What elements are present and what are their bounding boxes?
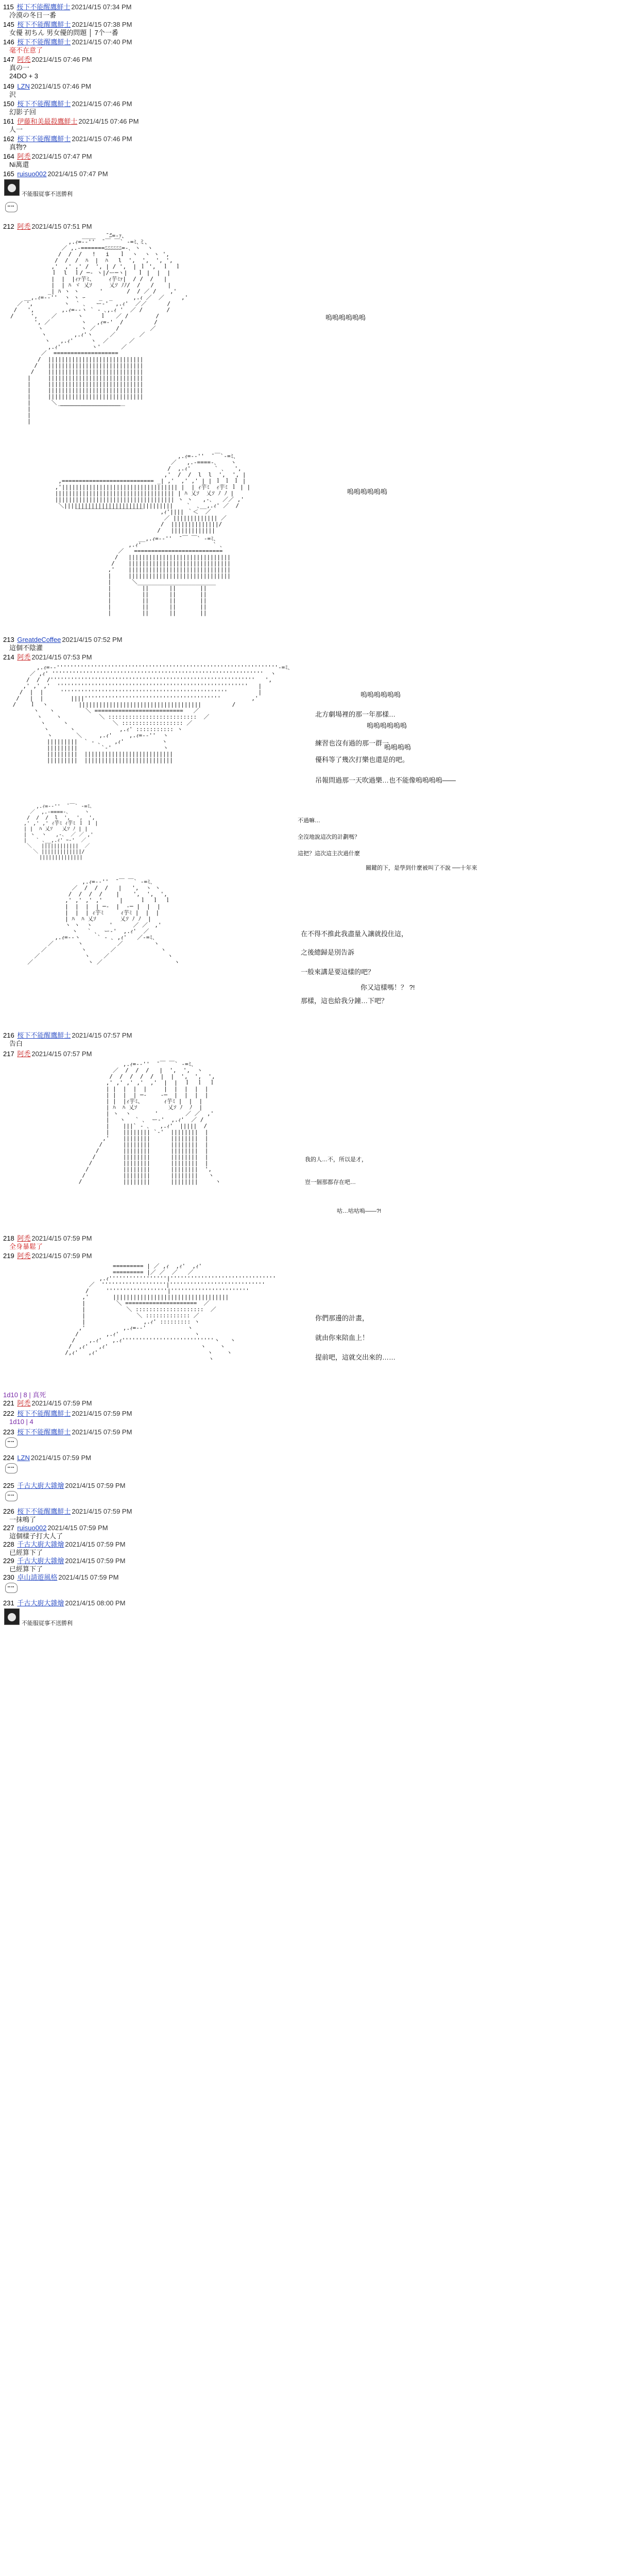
- post-218: 218 阿禿 2021/4/15 07:59 PM 全身暴鬆了: [3, 1234, 92, 1250]
- post-150: 150 桜下不能醒鷹鮮士 2021/4/15 07:46 PM 幻影子回: [3, 100, 132, 116]
- poster-name[interactable]: 阿禿: [17, 1399, 31, 1407]
- post-body: 女優 初ちん 男女優的問題 │ 7个一番: [9, 29, 118, 37]
- dice-roll: 1d10 | 8 | 真死: [3, 1391, 46, 1399]
- ascii-art-scene-7: ,.ｨ=-‐'' ̄ ￣ ￣` ‐=ﾐ､ ／ / / / | ', ', ヽ / / / / / | | ', ', ', ,' ,' ,' ,' ,' | | ｌ ｌ ｌ | | | | | | | | | | | | | | ─‐ ‐─ | | | | | | |ｨ芋ﾐ、 ｨ芋ﾐ | | | | ﾊ ﾊ 乂ｿ 乂ｿ ﾉ ﾉ | | ヽ ヽ ' ／ ／ ,' | ヽ ` ､ ー‐' ,.ｨ' ／ / | |||` ‐ ､ ,.ｨ' ||||| / | |||||||| `‐' |||||||| | ,' |||||||| |||||||| | / |||||||| |||||||| | / |||||||| |||||||| | / |||||||| |||||||| | / |||||||| |||||||| | / |||||||| |||||||| ', / |||||||| |||||||| ヽ / |||||||| |||||||| ヽ: [78, 1061, 221, 1185]
- post-224: 224 LZN 2021/4/15 07:59 PM: [3, 1454, 91, 1462]
- dialogue-line: 豈一個那都存在吧…: [305, 1179, 356, 1185]
- poster-name[interactable]: 伊藤和美最殺鷹鮮士: [17, 117, 78, 125]
- ascii-art-scene-6: ,.ｨ=-‐'' ̄ ￣ ￣` ‐=ﾐ､ ／ / / / | ', ヽ ヽ / / / / | ', ', ', ,' ,' ,' ,' | ｌ ｌ ｌ | | | | ─‐ | ‐─ | | | | | | ｨ芋ﾐ ｨ芋ﾐ | | | | ﾊ ﾊ 乂ｿ 乂ｿ ﾉ ﾉ | ヽ ヽ ヽ ' ／ ／ ,' ヽ ` ､ ー‐' ,.ｨ' ／ ,.ｨ=-‐ヽ ` ‐ ､ ,ｨ' ／‐=ﾐ､ ／ ヽ ／ ヽ ／ ヽ ／ ヽ ／ ヽ ／ ヽ ／ ヽ ／ ヽ: [27, 878, 180, 965]
- dialogue-line: 嗚嗚嗚嗚嗚嗚: [360, 691, 401, 699]
- dialogue-line: 吊報問過那一天吹過樂…也不能像嗚嗚嗚嗚——: [315, 776, 456, 784]
- poster-name[interactable]: 千古大廚大雜燴: [17, 1599, 64, 1607]
- poster-name[interactable]: GreatdeCoffee: [17, 636, 61, 643]
- dialogue-line: 北方劇場裡的那一年那樣…: [315, 710, 396, 718]
- poster-name[interactable]: 千古大廚大雜燴: [17, 1482, 64, 1489]
- post-body: 冷漠の冬日一番: [9, 11, 57, 19]
- post-228: 228 千古大廚大雜燴 2021/4/15 07:59 PM 已經算下了: [3, 1540, 126, 1556]
- post-body: 已經算下了: [9, 1549, 43, 1556]
- post-162: 162 桜下不能醒鷹鮮士 2021/4/15 07:46 PM 真物?: [3, 135, 132, 151]
- ascii-art-scene-3: __,.ｨ=-‐'' ̄ ￣ ￣` ‐=ﾐ､ ,.ｨ' ` ､ ／ ========================== / |||||||||||||||||||||||||||||| / |||||||||||||||||||||||||||||| ,' |||||||||||||||||||||||||||||| | |||||||||||||||||||||||||||||| | ＼_______________________ | || || || | || || || | || || || | || || || | || || ||: [108, 535, 231, 616]
- dialogue-line: 優科等了幾次打樂也還是的吧。: [315, 756, 409, 764]
- poster-name[interactable]: LZN: [17, 82, 30, 90]
- post-214: 214 阿禿 2021/4/15 07:53 PM: [3, 653, 92, 661]
- poster-name[interactable]: 阿禿: [17, 1050, 31, 1058]
- ascii-art-scene-2: ,.ｨ=-‐'' ̄ ￣`‐=ﾐ､ ／ ,.-====-､ ヽ / ,.ｨ' ` ､ ', ,' / / l l ', ', | ,=========================== _| ,' ,' ,' | | ｌ ｌ ｌ | ,'|||||||||||||||||||||||||||||||||| | | ｨ芋ﾐ ｨ芋ﾐ ｌ | | ||||||||||||||||||||||||||||||||||| | ﾊ 乂ｿ 乂ｿ ﾉ ﾉ | ||||||||||||||||||||||||||||||||||| ヽ ヽ ,-､ ／／ ,' ＼|||||||||||||||||||||||||||||||| ` ､__,.ｨ' ／ / ￣￣￣￣￣￣￣￣￣￣￣￣ ,ｨ'|||| ｀＜ ／ ／ ||||||||||||| ／ / ||||||||||||||/ / |||||||||||||: [55, 453, 251, 534]
- poster-name[interactable]: 桜下不能醒鷹鮮士: [17, 21, 71, 28]
- post-body: 沢: [9, 91, 16, 98]
- poster-name[interactable]: 桜下不能醒鷹鮮士: [17, 1428, 71, 1436]
- poster-name[interactable]: 桜下不能醒鷹鮮士: [17, 1507, 71, 1515]
- post-213: 213 GreatdeCoffee 2021/4/15 07:52 PM 這個不陰灌: [3, 636, 123, 652]
- dialogue-line: 我的人…不，所以是才，: [305, 1157, 367, 1163]
- post-164: 164 阿禿 2021/4/15 07:47 PM Ni萬還: [3, 152, 92, 168]
- post-body: 毫不在意了: [9, 46, 43, 54]
- dialogue-line: 練習也沒有過的那一群一: [315, 739, 389, 747]
- post-body: 這個樣子打大人了: [9, 1532, 63, 1540]
- post-body: 這個不陰灌: [9, 644, 43, 652]
- post-body: 已經算下了: [9, 1565, 43, 1573]
- post-219: 219 阿禿 2021/4/15 07:59 PM: [3, 1252, 92, 1260]
- post-217: 217 阿禿 2021/4/15 07:57 PM: [3, 1050, 92, 1058]
- poster-name[interactable]: 桜下不能醒鷹鮮士: [17, 100, 71, 108]
- post-226: 226 桜下不能醒鷹鮮士 2021/4/15 07:59 PM 一抹鳴了: [3, 1507, 132, 1523]
- post-body: 真物?: [9, 143, 27, 151]
- dialogue-line: 不過嘛…: [298, 818, 320, 824]
- emoticon-face-icon: [5, 1463, 18, 1473]
- post-229: 229 千古大廚大雜燴 2021/4/15 07:59 PM 已經算下了: [3, 1557, 126, 1573]
- dialogue-line: 之後總歸是別告訴: [301, 948, 355, 956]
- poster-name[interactable]: 桜下不能醒鷹鮮士: [16, 3, 71, 11]
- dialogue-line: 你又這樣嗎！？ ?!: [360, 984, 415, 991]
- post-221: 1d10 | 8 | 真死 221 阿禿 2021/4/15 07:59 PM: [3, 1391, 92, 1407]
- poster-name[interactable]: 阿禿: [17, 152, 31, 160]
- poster-name[interactable]: ruisuo002: [17, 1524, 47, 1532]
- ascii-art-scene-8: ========= | ／ ,ｨ ,ｨ' ,ｨ' ========= |／ ／ ／ ／ ,.ｨ'''''''''''''''''|''''''''''''''''''''''''''''''' ／ '''''''''''''''''''|'''''''''''''''''''''''''''' / ''''''''''''''''''|''''''''''''''''''''''' ,' |||||||||||||||||||||||||||||||||| | ＼ ===================== ／ | ＼ :::::::::::::::::::: ／ | ＼ ::::::::::::: ／ | ,.ｨ' ::::::::: ヽ ,' ,.ｨ=-‐' ヽ / ,.ｨ' ヽ / ,.ｨ' ,.ｨ'''''''''''''''''''''''''''ヽ ヽ / ,ｨ' ,ｨ' ヽ ヽ /,ｨ' ,ｨ' ヽ ヽ ヽ: [65, 1263, 276, 1362]
- post-body: 幻影子回: [9, 108, 37, 116]
- dialogue-line: 在不得不推此我盡量入讓就投住這，: [301, 930, 408, 938]
- post-212: 212 阿禿 2021/4/15 07:51 PM: [3, 223, 92, 230]
- dialogue-line: 全沒地說這次的計劃嗎？: [298, 834, 360, 840]
- post-146: 146 桜下不能醒鷹鮮士 2021/4/15 07:40 PM 毫不在意了: [3, 38, 132, 54]
- post-115: 115 桜下不能醒鷹鮮士 2021/4/15 07:34 PM 冷漠の冬日一番: [3, 3, 132, 19]
- poster-name[interactable]: 桜下不能醒鷹鮮士: [17, 135, 71, 143]
- emoticon-face-icon: [5, 1437, 18, 1448]
- poster-name[interactable]: 阿禿: [17, 653, 31, 661]
- dialogue-line: 這把？這次這主次過什麼: [298, 851, 360, 857]
- dialogue-line: 嗚嗚嗚嗚: [384, 743, 411, 751]
- poster-name[interactable]: 阿禿: [17, 223, 31, 230]
- poster-name[interactable]: 千古大廚大雜燴: [17, 1557, 64, 1565]
- post-body: 人一: [9, 126, 23, 133]
- dialogue-line: 嗚嗚嗚嗚嗚嗚: [325, 314, 366, 321]
- dialogue-line: 嗚嗚嗚嗚嗚嗚: [367, 722, 407, 730]
- post-149: 149 LZN 2021/4/15 07:46 PM 沢: [3, 82, 91, 98]
- thumbnail-caption: 不能服従事不送勝利: [22, 1620, 73, 1626]
- poster-name[interactable]: 阿禿: [17, 1252, 31, 1260]
- dialogue-line: 嗚嗚嗚嗚嗚嗚: [347, 488, 388, 496]
- poster-name[interactable]: ruisuo002: [17, 170, 47, 178]
- emoticon-face-icon: [5, 202, 18, 212]
- emoticon-face-icon: [5, 1491, 18, 1501]
- post-body: 一抹鳴了: [9, 1516, 37, 1523]
- post-222: 222 桜下不能醒鷹鮮士 2021/4/15 07:59 PM 1d10 | 4: [3, 1410, 132, 1426]
- poster-name[interactable]: 千古大廚大雜燴: [17, 1540, 64, 1548]
- poster-name[interactable]: 桜下不能醒鷹鮮士: [17, 1410, 71, 1417]
- poster-name[interactable]: 阿禿: [17, 1234, 31, 1242]
- post-image-thumbnail[interactable]: [4, 179, 20, 196]
- post-161: 161 伊藤和美最殺鷹鮮士 2021/4/15 07:46 PM 人一: [3, 117, 139, 133]
- post-230: 230 卓山請遊風格 2021/4/15 07:59 PM: [3, 1573, 119, 1581]
- post-225: 225 千古大廚大雜燴 2021/4/15 07:59 PM: [3, 1482, 126, 1489]
- dialogue-line: 提前吧，這就交出來的……: [315, 1353, 396, 1361]
- dialogue-line: 關鍵的下，是學到什麼被叫了不說 ──十年來: [366, 865, 477, 871]
- poster-name[interactable]: LZN: [17, 1454, 30, 1462]
- post-body: 24DO + 3: [9, 72, 39, 80]
- post-body: Ni萬還: [9, 161, 29, 168]
- poster-name[interactable]: 阿禿: [17, 56, 31, 63]
- post-223: 223 桜下不能醒鷹鮮士 2021/4/15 07:59 PM: [3, 1428, 132, 1436]
- post-231: 231 千古大廚大雜燴 2021/4/15 08:00 PM: [3, 1599, 126, 1607]
- ascii-art-scene-1: ____ ̄ ̄ﾆ=-ｧ、 ,.ｨ=-‐'' ̄ ￣ ￣` ‐=ﾐ､ミ、 ／ ,.-=======ﾆﾆﾆﾆﾆﾆ=-､ ヽ ヽ / / / ! i ｌ ヽ ヽ ヽ ', / / / ﾊ | ﾊ l ', ', ', ', ,' ,' ,' / ', | / ', | ｌ ', ｌ ｌ ｌ l ｌ/ ─‐ ヽ|/ー─ヽ| ｌ | | | | | |ｨｧ芋ﾐ、 ｨ芋ﾐｧ| / / / | | | ﾊ ヾ 乂ｿ 乂ｿ ﾉﾉ/ / / | _| ﾊ ヽ ヽ ' / / ／ / ,' __,.ｨ=-‐'' ヽ ヽ ｰ _ _ ,.ｨ ／ ／ ,' ／ ', ヽ ` ､ ー‐' ,.ｨ' ／／ / / ', ,.ｨ=-‐ヽ ` ‐ ､,.ｨ ' ／ / / / ', ／ ヽ ｌ ／ / / ', ／ ヽ ,ｨ=-' / / ヽ ヽ ／ / ／ ヽ ,.ｨ'ヽ ／ ／ ヽ ,.ｨ' ヽ ／ ／ ,.ｨ' ヽ' ／ ／ =================== / |||||||||||||||||||||||||||| / |||||||||||||||||||||||||||| / |||||||||||||||||||||||||||| | |||||||||||||||||||||||||||| | |||||||||||||||||||||||||||| | |||||||||||||||||||||||||||| | |||||||||||||||||||||||||||| | ＼ ___________________ | ￣￣￣￣￣￣￣￣￣￣￣ | |: [10, 232, 188, 425]
- emoticon-face-icon: [5, 1583, 18, 1593]
- poster-name[interactable]: 卓山請遊風格: [17, 1573, 58, 1581]
- dialogue-line: 就由你來陪血上！: [315, 1334, 369, 1342]
- post-216: 216 桜下不能醒鷹鮮士 2021/4/15 07:57 PM 告白: [3, 1031, 132, 1047]
- poster-name[interactable]: 桜下不能醒鷹鮮士: [17, 1031, 71, 1039]
- thumbnail-caption: 不能服従事不送勝利: [22, 191, 73, 197]
- post-145: 145 桜下不能醒鷹鮮士 2021/4/15 07:38 PM 女優 初ちん 男女優的問題 │ 7个一番: [3, 21, 132, 37]
- post-body: 真の一: [9, 64, 30, 72]
- dialogue-line: 一般來講是要這樣的吧？: [301, 968, 375, 976]
- ascii-art-scene-5: ,.ｨ=-‐'' ̄ ￣` ‐=ﾐ､ ／ ,.-====-､ ヽ / / / l ', ', ', ,' ,' ,' ｨ芋ﾐ ｨ芋ﾐ ｌ ｌ | | | ﾊ 乂ｿ 乂ｿ ﾉ | | | ヽ ヽ ,-､ ／ ／ ,' | ` ､__,.ｨ' ｰ‐' ／ ＼ |||||||||||| ／ ＼ |||||||||||||/ ||||||||||||||: [24, 804, 98, 860]
- dialogue-line: 那樣，這也給我分鐘…下吧？: [301, 997, 388, 1005]
- post-147: 147 阿禿 2021/4/15 07:46 PM 真の一 24DO + 3: [3, 56, 92, 80]
- post-body: 告白: [9, 1040, 23, 1047]
- post-227: 227 ruisuo002 2021/4/15 07:59 PM 這個樣子打大人了: [3, 1524, 108, 1540]
- post-body: 全身暴鬆了: [9, 1243, 43, 1250]
- dice-roll: 1d10 | 4: [9, 1418, 33, 1426]
- post-image-thumbnail[interactable]: [4, 1608, 20, 1625]
- poster-name[interactable]: 桜下不能醒鷹鮮士: [17, 38, 71, 46]
- dialogue-line: 你們那邊的計畫，: [315, 1314, 369, 1322]
- post-165: 165 ruisuo002 2021/4/15 07:47 PM: [3, 170, 108, 178]
- ascii-art-scene-4: ,.ｨ=-‐'''''''''''''''''''''''''''''''''''''''''''''''''''''''''''''''''‐=ﾐ､ ／ ,ｨ' '''''''''''''''''''''''''''''''''''''''''''''''''''''''''''''' ヽ / / /'''''''''''''''''''''''''''''''''''''''''''''''''''''''''''' ', ,' ,' ,' '''''''''''''''''''''''''''''''''''''''''''''''''''''''' | / | | ''''''''''''''''''''''''''''''''''''''''''''''''' | / | | ||||'''''''''''''''''''''''''''''''''''''''' ,' / ｌ ヽ |||||||||||||||||||||||||||||||||||| / ヽ ヽ ＼ ========================== ／ ヽ ヽ ＼ :::::::::::::::::::::::::: ／ ヽ ヽ ＼ :::::::::::::::::: ／ ヽ ヽ ,.ｨ' ::::::::::: ヽ ヽ ＼ ,.ｨ' ,.ｨ=-‐'' ヽ ||||||||| ` ‐ ､ ,ｨ' ヽ ||||||||| `‐' ヽ ||||||||| |||||||||||||||||||||||||| ||||||||| ||||||||||||||||||||||||||: [12, 664, 291, 764]
- dialogue-line: 咕…咕咕嗚——?!: [337, 1208, 382, 1214]
